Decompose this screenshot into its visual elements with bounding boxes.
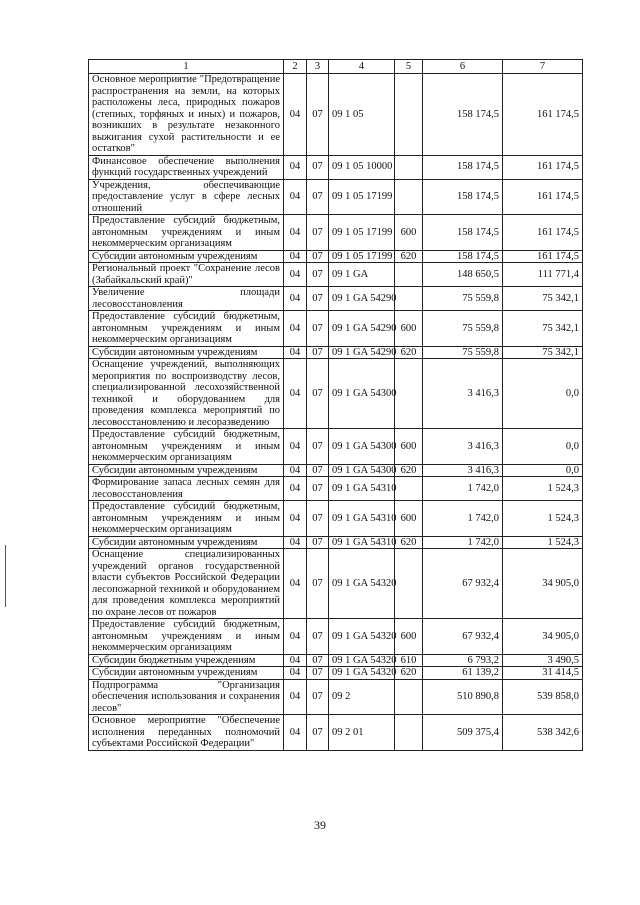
margin-mark [5, 545, 6, 607]
cell-subsection: 07 [307, 250, 329, 263]
cell-subsection: 07 [307, 619, 329, 655]
cell-amount-year-2: 3 490,5 [503, 654, 583, 667]
cell-section: 04 [284, 250, 307, 263]
cell-name: Подпрограмма "Организация обеспечения использования и сохранения лесов" [89, 679, 284, 715]
cell-amount-year-2: 75 342,1 [503, 311, 583, 347]
cell-name: Субсидии автономным учреждениям [89, 346, 284, 359]
table-row [89, 179, 583, 215]
cell-subsection: 07 [307, 501, 329, 537]
cell-section: 04 [284, 263, 307, 287]
cell-amount-year-2: 0,0 [503, 359, 583, 429]
cell-expense-type [395, 263, 423, 287]
cell-target-article: 09 1 05 17199 [329, 215, 395, 251]
cell-target-article: 09 2 01 [329, 715, 395, 751]
cell-amount-year-2: 538 342,6 [503, 715, 583, 751]
cell-subsection: 07 [307, 654, 329, 667]
cell-amount-year-2: 0,0 [503, 464, 583, 477]
cell-section: 04 [284, 359, 307, 429]
table-row [89, 536, 583, 549]
cell-target-article: 09 1 GA 54310 [329, 536, 395, 549]
cell-amount-year-2: 161 174,5 [503, 250, 583, 263]
table-row [89, 464, 583, 477]
table-row [89, 311, 583, 347]
cell-amount-year-1: 148 650,5 [423, 263, 503, 287]
cell-amount-year-1: 3 416,3 [423, 429, 503, 465]
cell-section: 04 [284, 477, 307, 501]
budget-table [88, 59, 583, 751]
cell-target-article: 09 1 GA 54290 [329, 311, 395, 347]
cell-subsection: 07 [307, 311, 329, 347]
cell-subsection: 07 [307, 715, 329, 751]
cell-amount-year-1: 67 932,4 [423, 619, 503, 655]
cell-target-article: 09 1 GA 54300 [329, 359, 395, 429]
cell-section: 04 [284, 74, 307, 156]
cell-expense-type: 600 [395, 215, 423, 251]
table-row [89, 359, 583, 429]
cell-section: 04 [284, 667, 307, 680]
table-row [89, 429, 583, 465]
cell-target-article: 09 1 05 10000 [329, 155, 395, 179]
cell-expense-type [395, 155, 423, 179]
cell-target-article: 09 1 05 17199 [329, 179, 395, 215]
header-col-7: 7 [503, 60, 583, 74]
cell-amount-year-1: 67 932,4 [423, 549, 503, 619]
cell-expense-type [395, 715, 423, 751]
cell-subsection: 07 [307, 155, 329, 179]
table-row [89, 715, 583, 751]
cell-amount-year-2: 75 342,1 [503, 287, 583, 311]
cell-section: 04 [284, 429, 307, 465]
cell-amount-year-1: 158 174,5 [423, 215, 503, 251]
cell-subsection: 07 [307, 679, 329, 715]
cell-amount-year-1: 510 890,8 [423, 679, 503, 715]
table-row [89, 74, 583, 156]
cell-target-article: 09 1 05 [329, 74, 395, 156]
cell-expense-type [395, 359, 423, 429]
cell-amount-year-2: 1 524,3 [503, 501, 583, 537]
cell-amount-year-2: 1 524,3 [503, 536, 583, 549]
header-col-1: 1 [89, 60, 284, 74]
cell-target-article: 09 1 GA 54320 [329, 549, 395, 619]
cell-expense-type: 620 [395, 536, 423, 549]
cell-section: 04 [284, 549, 307, 619]
cell-expense-type: 600 [395, 429, 423, 465]
cell-expense-type [395, 74, 423, 156]
cell-amount-year-1: 158 174,5 [423, 250, 503, 263]
cell-subsection: 07 [307, 215, 329, 251]
cell-subsection: 07 [307, 263, 329, 287]
cell-name: Увеличение площади лесовосстановления [89, 287, 284, 311]
cell-amount-year-1: 75 559,8 [423, 346, 503, 359]
cell-amount-year-1: 61 139,2 [423, 667, 503, 680]
header-col-6: 6 [423, 60, 503, 74]
cell-amount-year-1: 1 742,0 [423, 477, 503, 501]
cell-target-article: 09 1 GA 54290 [329, 287, 395, 311]
cell-name: Предоставление субсидий бюджетным, автономным учреждениям и иным некоммерческим организациям [89, 215, 284, 251]
cell-subsection: 07 [307, 464, 329, 477]
cell-amount-year-2: 161 174,5 [503, 179, 583, 215]
cell-section: 04 [284, 155, 307, 179]
cell-name: Оснащение учреждений, выполняющих мероприятия по воспроизводству лесов, специализированной лесохозяйственной техникой и оборудованием для проведения комплекса мероприятий по лесовосстановлению и лесоразведению [89, 359, 284, 429]
table-row [89, 501, 583, 537]
cell-amount-year-2: 31 414,5 [503, 667, 583, 680]
cell-expense-type: 610 [395, 654, 423, 667]
cell-name: Субсидии автономным учреждениям [89, 667, 284, 680]
table-row [89, 155, 583, 179]
cell-subsection: 07 [307, 477, 329, 501]
table-row [89, 346, 583, 359]
cell-target-article: 09 1 GA 54290 [329, 346, 395, 359]
cell-amount-year-1: 1 742,0 [423, 501, 503, 537]
table-body [89, 74, 583, 751]
table-row [89, 549, 583, 619]
cell-target-article: 09 1 GA 54310 [329, 477, 395, 501]
cell-expense-type [395, 679, 423, 715]
cell-name: Формирование запаса лесных семян для лесовосстановления [89, 477, 284, 501]
table-row [89, 619, 583, 655]
cell-amount-year-1: 1 742,0 [423, 536, 503, 549]
cell-amount-year-1: 158 174,5 [423, 155, 503, 179]
cell-subsection: 07 [307, 667, 329, 680]
cell-section: 04 [284, 715, 307, 751]
cell-amount-year-2: 1 524,3 [503, 477, 583, 501]
cell-name: Субсидии автономным учреждениям [89, 536, 284, 549]
cell-target-article: 09 1 05 17199 [329, 250, 395, 263]
cell-target-article: 09 1 GA 54320 [329, 654, 395, 667]
cell-section: 04 [284, 311, 307, 347]
cell-amount-year-2: 539 858,0 [503, 679, 583, 715]
cell-amount-year-2: 161 174,5 [503, 215, 583, 251]
cell-expense-type: 620 [395, 667, 423, 680]
cell-expense-type [395, 179, 423, 215]
cell-subsection: 07 [307, 74, 329, 156]
cell-subsection: 07 [307, 549, 329, 619]
cell-target-article: 09 1 GA 54300 [329, 464, 395, 477]
table-row [89, 667, 583, 680]
cell-name: Региональный проект "Сохранение лесов (Забайкальский край)" [89, 263, 284, 287]
cell-section: 04 [284, 179, 307, 215]
cell-target-article: 09 1 GA 54310 [329, 501, 395, 537]
cell-amount-year-1: 158 174,5 [423, 179, 503, 215]
cell-amount-year-1: 158 174,5 [423, 74, 503, 156]
cell-amount-year-1: 509 375,4 [423, 715, 503, 751]
cell-target-article: 09 1 GA [329, 263, 395, 287]
cell-expense-type [395, 549, 423, 619]
cell-amount-year-2: 111 771,4 [503, 263, 583, 287]
cell-target-article: 09 1 GA 54300 [329, 429, 395, 465]
cell-section: 04 [284, 215, 307, 251]
cell-subsection: 07 [307, 346, 329, 359]
cell-amount-year-2: 161 174,5 [503, 155, 583, 179]
cell-expense-type: 620 [395, 464, 423, 477]
cell-subsection: 07 [307, 179, 329, 215]
cell-section: 04 [284, 654, 307, 667]
cell-amount-year-1: 3 416,3 [423, 464, 503, 477]
cell-subsection: 07 [307, 536, 329, 549]
cell-section: 04 [284, 501, 307, 537]
cell-name: Оснащение специализированных учреждений органов государственной власти субъектов Российской Федерации лесопожарной техникой и оборудованием для проведения комплекса мероприятий по охране лесов от пожаров [89, 549, 284, 619]
cell-amount-year-1: 75 559,8 [423, 311, 503, 347]
table-row [89, 654, 583, 667]
cell-name: Учреждения, обеспечивающие предоставление услуг в сфере лесных отношений [89, 179, 284, 215]
table-row [89, 263, 583, 287]
cell-target-article: 09 2 [329, 679, 395, 715]
cell-expense-type: 600 [395, 311, 423, 347]
cell-amount-year-2: 0,0 [503, 429, 583, 465]
cell-amount-year-1: 3 416,3 [423, 359, 503, 429]
table-row [89, 287, 583, 311]
cell-name: Предоставление субсидий бюджетным, автономным учреждениям и иным некоммерческим организациям [89, 501, 284, 537]
cell-expense-type: 600 [395, 501, 423, 537]
cell-name: Предоставление субсидий бюджетным, автономным учреждениям и иным некоммерческим организациям [89, 619, 284, 655]
cell-name: Субсидии автономным учреждениям [89, 250, 284, 263]
page-number: 39 [314, 818, 326, 832]
cell-name: Предоставление субсидий бюджетным, автономным учреждениям и иным некоммерческим организациям [89, 311, 284, 347]
table-row [89, 250, 583, 263]
cell-section: 04 [284, 346, 307, 359]
cell-expense-type [395, 477, 423, 501]
cell-name: Субсидии бюджетным учреждениям [89, 654, 284, 667]
cell-expense-type: 600 [395, 619, 423, 655]
cell-amount-year-2: 75 342,1 [503, 346, 583, 359]
cell-subsection: 07 [307, 287, 329, 311]
header-col-3: 3 [307, 60, 329, 74]
cell-section: 04 [284, 464, 307, 477]
header-row [89, 60, 583, 74]
cell-amount-year-2: 34 905,0 [503, 549, 583, 619]
cell-name: Финансовое обеспечение выполнения функций государственных учреждений [89, 155, 284, 179]
cell-name: Предоставление субсидий бюджетным, автономным учреждениям и иным некоммерческим организациям [89, 429, 284, 465]
header-col-2: 2 [284, 60, 307, 74]
cell-section: 04 [284, 679, 307, 715]
header-col-5: 5 [395, 60, 423, 74]
cell-name: Субсидии автономным учреждениям [89, 464, 284, 477]
header-col-4: 4 [329, 60, 395, 74]
cell-amount-year-1: 75 559,8 [423, 287, 503, 311]
cell-section: 04 [284, 536, 307, 549]
cell-expense-type: 620 [395, 250, 423, 263]
table-row [89, 679, 583, 715]
cell-subsection: 07 [307, 359, 329, 429]
cell-name: Основное мероприятие "Обеспечение исполнения переданных полномочий субъектами Российской Федерации" [89, 715, 284, 751]
cell-target-article: 09 1 GA 54320 [329, 667, 395, 680]
cell-target-article: 09 1 GA 54320 [329, 619, 395, 655]
cell-expense-type: 620 [395, 346, 423, 359]
table-row [89, 477, 583, 501]
cell-section: 04 [284, 287, 307, 311]
cell-expense-type [395, 287, 423, 311]
cell-name: Основное мероприятие "Предотвращение распространения на земли, на которых расположены леса, природных пожаров (степных, торфяных и иных) и пожаров, возникших в результате незаконного выжигания сухой растительности и ее остатков" [89, 74, 284, 156]
cell-amount-year-2: 161 174,5 [503, 74, 583, 156]
table-row [89, 215, 583, 251]
cell-amount-year-2: 34 905,0 [503, 619, 583, 655]
cell-amount-year-1: 6 793,2 [423, 654, 503, 667]
cell-subsection: 07 [307, 429, 329, 465]
cell-section: 04 [284, 619, 307, 655]
